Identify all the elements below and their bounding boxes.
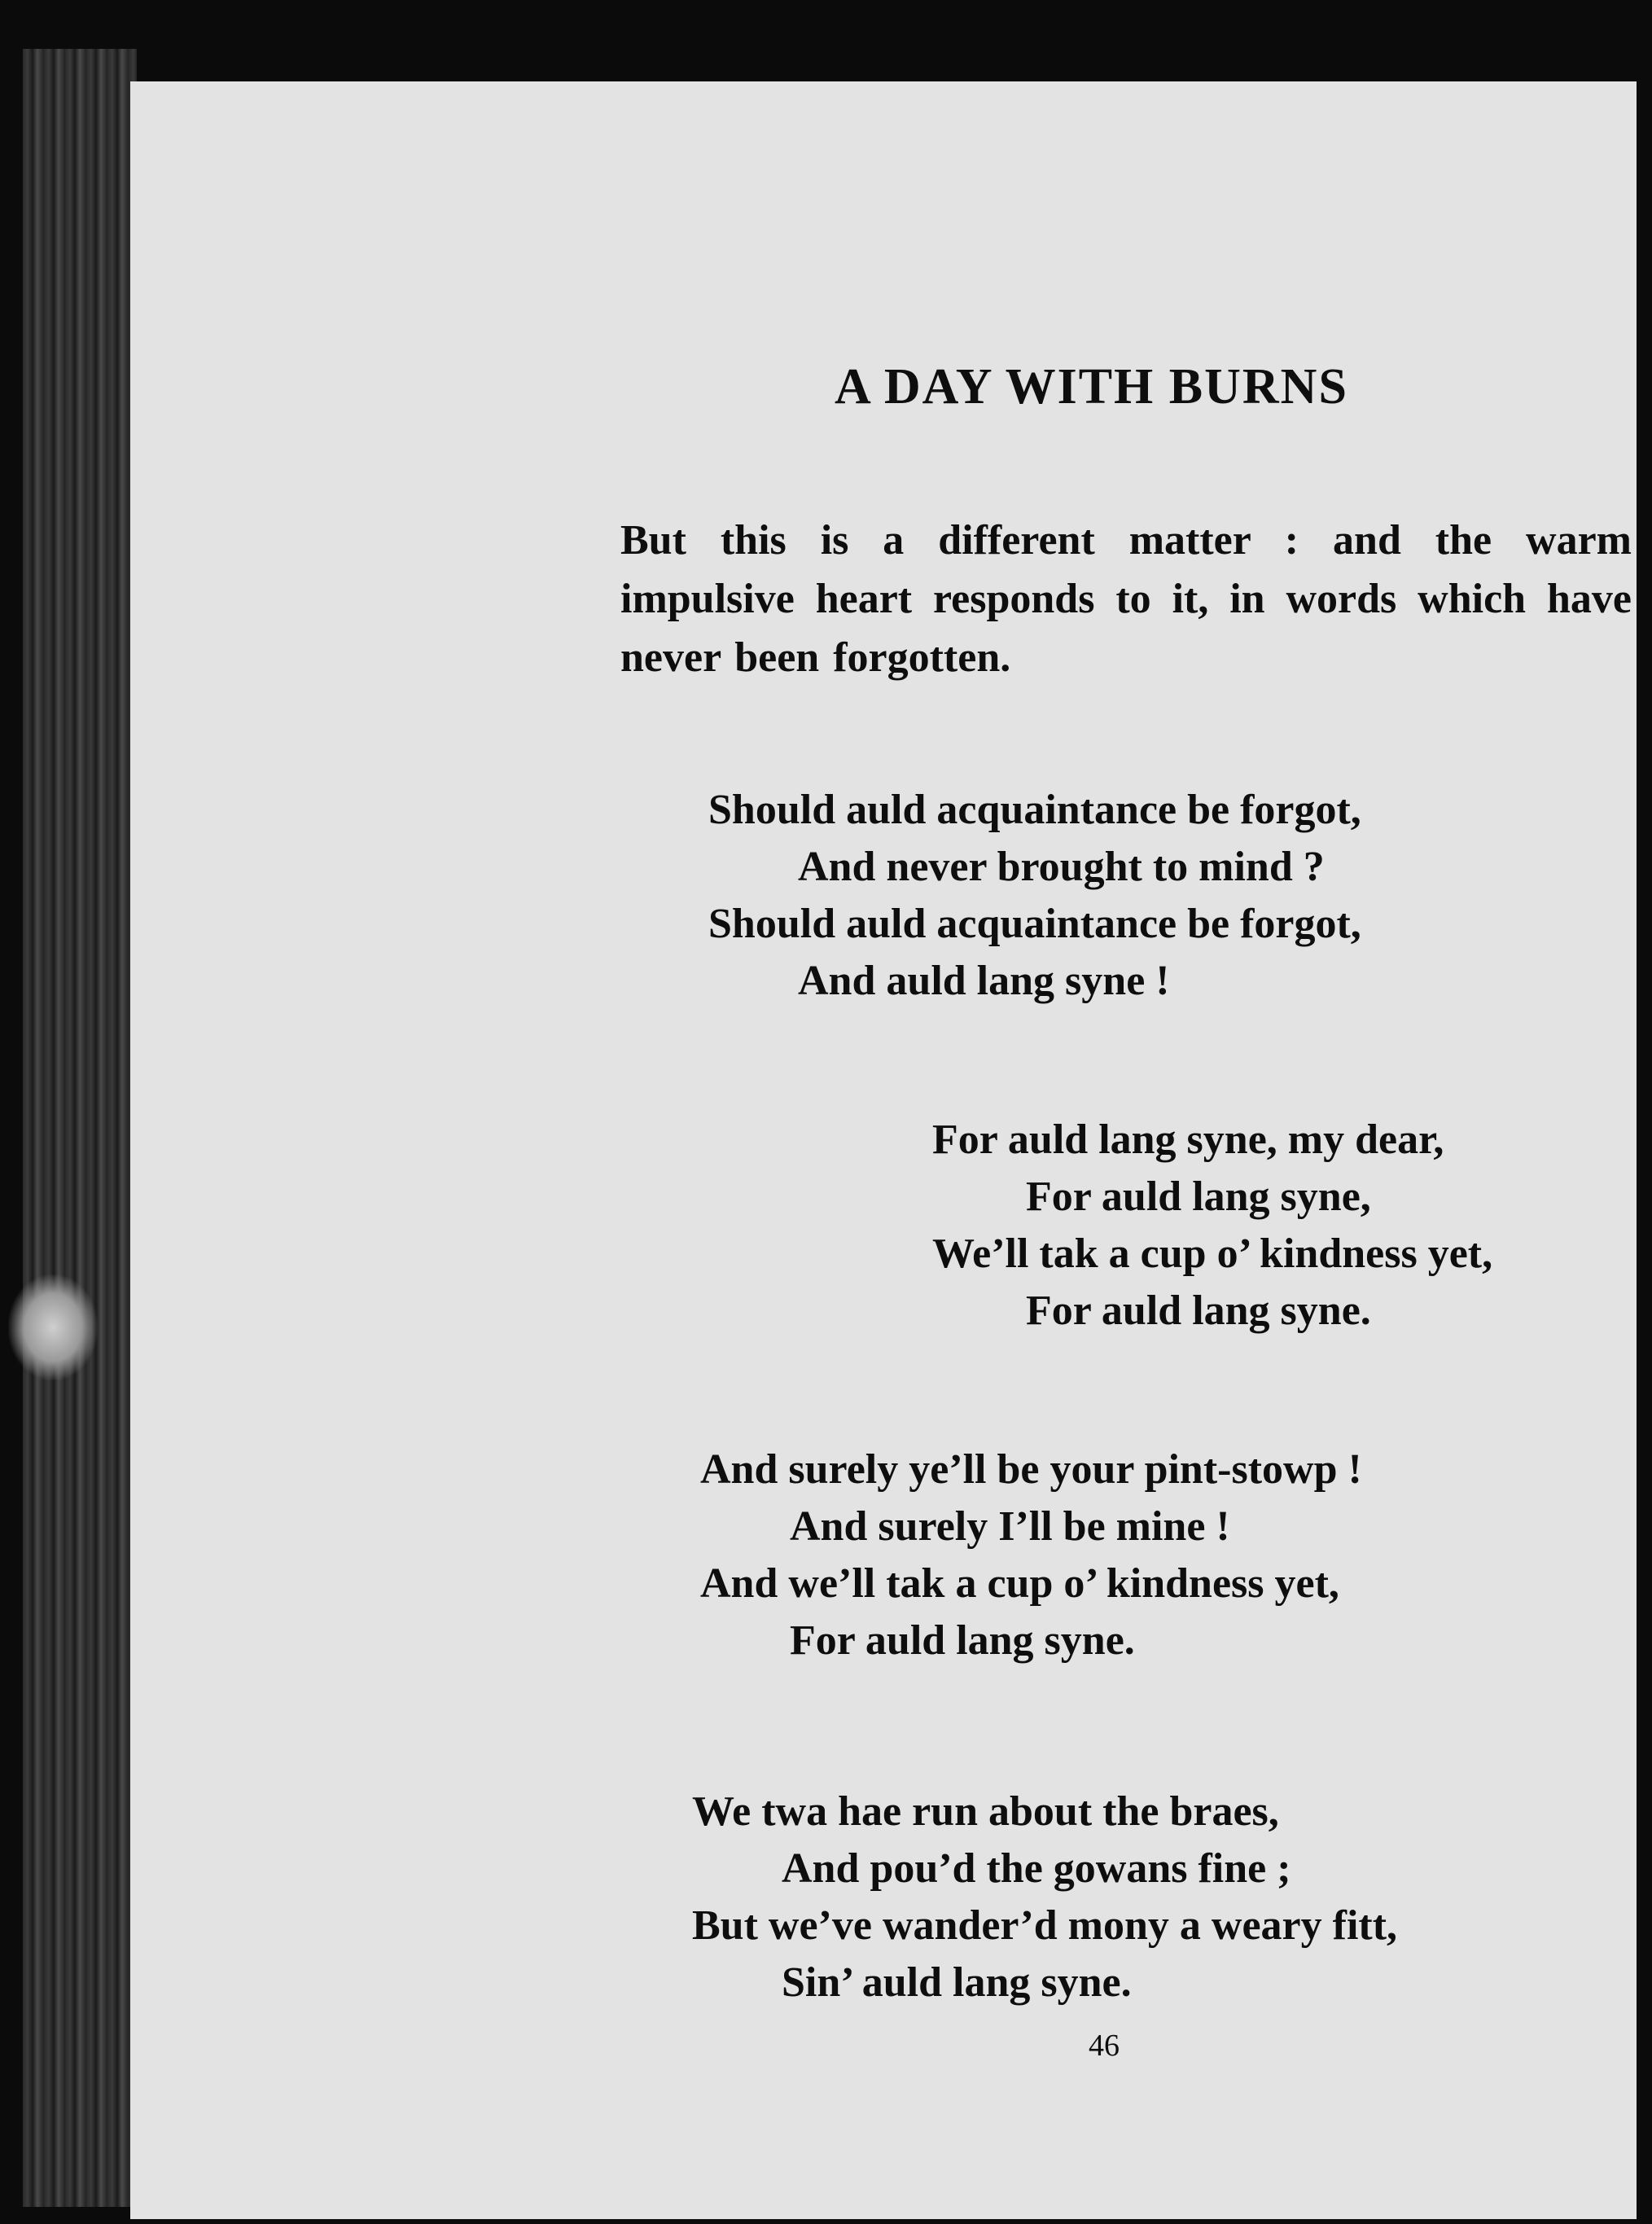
verse-line: Should auld acquaintance be forgot, (708, 787, 1361, 833)
stanza-1 (708, 782, 1361, 1010)
stanza-3 (692, 1783, 1397, 2011)
stanza-2 (700, 1441, 1362, 1669)
verse-line: And we’ll tak a cup o’ kindness yet, (700, 1560, 1339, 1607)
prose-paragraph: But this is a different matter : and the warm impulsive heart responds to it, in words which have never been forgotten. (620, 517, 1632, 681)
verse-line: And never brought to mind ? (798, 844, 1325, 890)
verse-line: For auld lang syne, my dear, (932, 1116, 1444, 1163)
verse-line: Sin’ auld lang syne. (782, 1959, 1132, 2006)
verse-line: We’ll tak a cup o’ kindness yet, (932, 1230, 1493, 1277)
verse-line: And surely I’ll be mine ! (790, 1503, 1230, 1550)
page-number: 46 (1089, 2029, 1120, 2063)
verse-line: Should auld acquaintance be forgot, (708, 901, 1361, 947)
verse-line: We twa hae run about the braes, (692, 1788, 1279, 1835)
binding-tear-mark (8, 1274, 98, 1380)
verse-line: And auld lang syne ! (798, 958, 1170, 1004)
verse-line: And surely ye’ll be your pint-stowp ! (700, 1446, 1362, 1493)
verse-line: For auld lang syne, (1026, 1173, 1371, 1220)
book-page (130, 81, 1637, 2219)
verse-line: And pou’d the gowans fine ; (782, 1845, 1291, 1892)
book-page-edges (23, 49, 137, 2207)
verse-line: But we’ve wander’d mony a weary fitt, (692, 1902, 1398, 1949)
stanza-chorus (932, 1112, 1492, 1340)
running-head: A DAY WITH BURNS (835, 359, 1348, 415)
verse-line: For auld lang syne. (1026, 1287, 1371, 1334)
verse-line: For auld lang syne. (790, 1617, 1135, 1664)
